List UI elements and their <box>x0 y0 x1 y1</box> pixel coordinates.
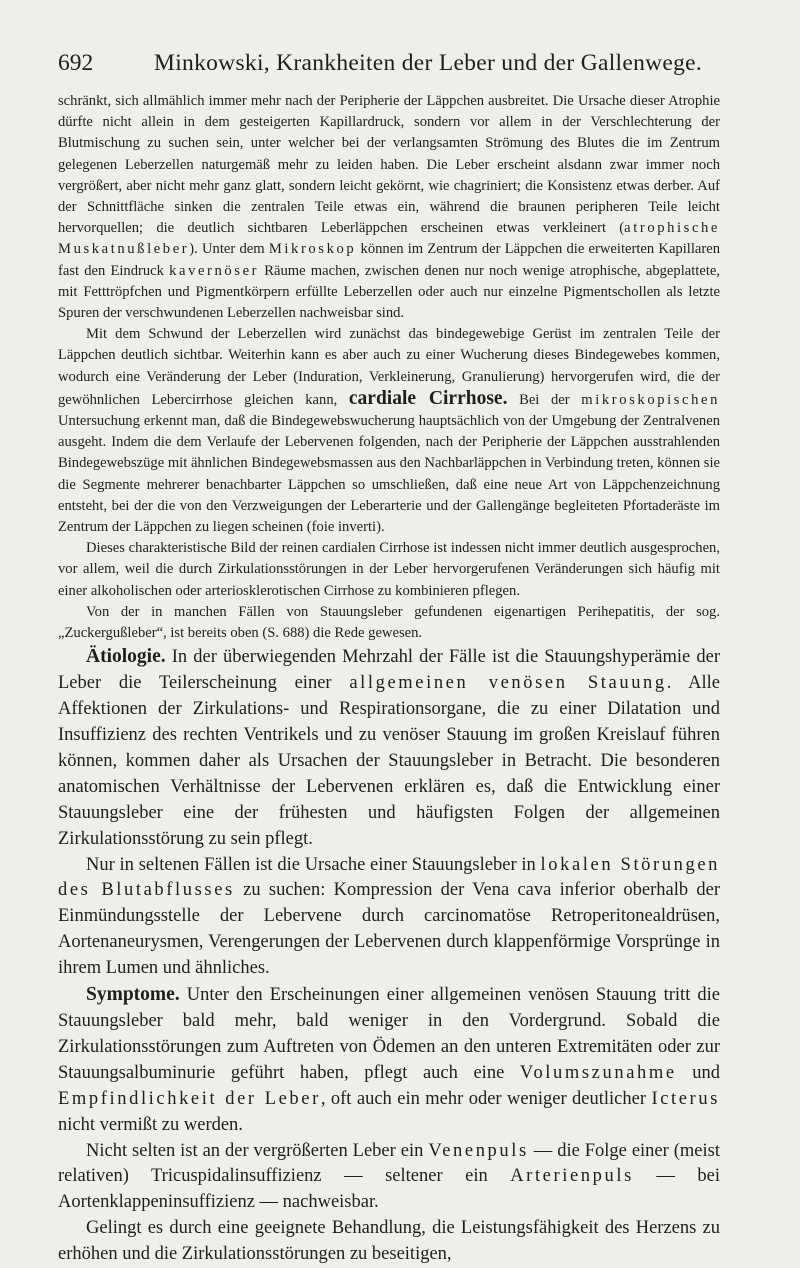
paragraph <box>58 1216 720 1268</box>
text-run: Untersuchung erkennt man, daß die Bindegewebswucherung hauptsächlich von der Umgebung der Zentralvenen ausgeht. Indem die dem Verlaufe der Lebervenen folgenden, nach der Peripherie der Läppchen ausstrahlenden Bindegewebszüge mit ähnlichen Bindegewebsmassen aus den Nachbarläppchen in Verbindung treten, können sie die Segmente mehrerer benachbarter Läppchen so umschließen, daß eine neue Art von Läppchenzeichnung entsteht, bei der die von den Verzweigungen der Leberarterie und der Gallengänge begleiteten Pfortaderäste im Zentrum der Läppchen zu liegen scheinen (foie inverti). <box>58 413 720 536</box>
text-run: Nur in seltenen Fällen ist die Ursache einer Stauungsleber in <box>86 854 541 875</box>
body-text <box>58 91 720 1268</box>
text-run: Gelingt es durch eine geeignete Behandlung, die Leistungsfähigkeit des Herzens zu erhöhen und die Zirkulationsstörungen zu beseitigen, <box>58 1218 720 1265</box>
page-number: 692 <box>58 50 94 76</box>
text-run: ). Unter dem <box>189 241 269 258</box>
paragraph-block <box>58 324 720 538</box>
paragraph-block <box>58 853 720 983</box>
emphasized-text: cardiale Cirrhose. <box>348 387 508 409</box>
text-run: . Alle Affektionen der Zirkulations- und Respirationsorgane, die zu einer Dilatation und Insuffizienz des rechten Ventrikels und zu venöser Stauung im großen Kreislauf führen können, kommen daher als Ursachen der Stauungsleber in Betracht. Die besonderen anatomischen Verhältnisse der Lebervenen erklären es, daß die Entwicklung einer Stauungsleber eine der frühesten und häufigsten Folgen der allgemeinen Zirkulationsstörung zu sein pflegt. <box>58 673 720 849</box>
text-run: Unter den Erscheinungen einer allgemeinen venösen Stauung tritt die Stauungsleber bald mehr, bald weniger in den Vordergrund. Sobald die Zirkulationsstörungen zum Auftreten von Ödemen an den unteren Extremitäten oder zur Stauungsalbuminurie geführt haben, pflegt auch eine <box>58 985 720 1083</box>
paragraph <box>58 853 720 983</box>
paragraph <box>58 602 720 644</box>
paragraph-block <box>58 644 720 852</box>
text-run: Dieses charakteristische Bild der reinen cardialen Cirrhose ist indessen nicht immer deutlich ausgesprochen, vor allem, weil die durch Zirkulationsstörungen in der Leber hervorgerufenen Veränderungen sich häufig mit einer alkoholischen oder arteriosklerotischen Cirrhose zu kombinieren pflegen. <box>58 540 720 599</box>
paragraph <box>58 91 720 324</box>
text-run: Von der in manchen Fällen von Stauungsleber gefundenen eigenartigen Perihepatitis, der sog. „Zuckergußleber“, ist bereits oben (S. 688) die Rede gewesen. <box>58 603 720 642</box>
emphasized-text: Mikroskop <box>268 241 357 258</box>
text-run: schränkt, sich allmählich immer mehr nach der Peripherie der Läppchen ausbreitet. Die Ursache dieser Atrophie dürfte nicht allein in dem gesteigerten Kapillardruck, sondern vor allem in der Verschlechterung der Blutmischung zu suchen sein, unter welcher bei der verlangsamten Strömung des Blutes die im Zentrum gelegenen Leberzellen naturgemäß mehr zu leiden haben. Die Leber erscheint alsdann zwar immer noch vergrößert, aber nicht mehr ganz glatt, sondern leicht gekörnt, wie chagriniert; die Konsistenz etwas derber. Auf der Schnittfläche sinken die zentralen Teile etwas ein, während die braunen peripheren Teile leicht hervorquellen; die deutlich sichtbaren Leberläppchen erscheinen etwas verkleinert ( <box>58 93 720 237</box>
emphasized-text: lokalen Störungen des Blutabflusses <box>58 854 720 901</box>
emphasized-text: Venenpuls <box>428 1140 529 1161</box>
text-run: In der überwiegenden Mehrzahl der Fälle ist die Stauungshyperämie der Leber die Teilerscheinung einer <box>58 647 720 694</box>
text-run: nicht vermißt zu werden. <box>58 1114 243 1135</box>
paragraph-block <box>58 602 720 644</box>
paragraph <box>58 538 720 602</box>
paragraph-block <box>58 982 720 1138</box>
paragraph-block <box>58 1216 720 1268</box>
paragraph <box>58 982 720 1138</box>
text-run: Mit dem Schwund der Leberzellen wird zunächst das bindegewebige Gerüst im zentralen Teile der Läppchen deutlich sichtbar. Weiterhin kann es aber auch zu einer Wucherung dieses Bindegewebes kommen, wodurch eine Veränderung der Leber (Induration, Verkleinerung, Granulierung) hervorgerufen wird, die der gewöhnlichen Lebercirrhose gleichen kann, <box>58 326 720 408</box>
text-run: Nicht selten ist an der vergrößerten Leber ein <box>86 1140 429 1161</box>
text-run: , oft auch ein mehr oder weniger deutlicher <box>320 1088 652 1109</box>
running-title: Minkowski, Krankheiten der Leber und der Gallenwege. <box>154 50 703 76</box>
paragraph <box>58 1139 720 1217</box>
text-run: — die Folge einer (meist relativen) Tricuspidalinsuffizienz — seltener ein <box>58 1140 720 1187</box>
emphasized-text: allgemeinen venösen Stauung <box>349 673 667 694</box>
page-header <box>58 46 720 80</box>
text-run: — bei Aortenklappeninsuffizienz — nachweisbar. <box>58 1166 720 1213</box>
emphasized-text: mikroskopischen <box>581 391 720 408</box>
text-run: können im Zentrum der Läppchen die erweiterten Kapillaren fast den Eindruck <box>58 241 721 279</box>
emphasized-text: kavernöser <box>169 262 260 279</box>
emphasized-text: Icterus <box>651 1088 720 1109</box>
paragraph-block <box>58 91 720 324</box>
paragraph-block <box>58 538 720 602</box>
emphasized-text: atrophische Muskatnußleber <box>58 220 720 258</box>
text-run: und <box>676 1062 720 1083</box>
paragraph-block <box>58 1139 720 1217</box>
text-run: Räume machen, zwischen denen nur noch wenige atrophische, abgeplattete, mit Fetttröpfchen und Pigmentkörpern erfüllte Leberzellen oder auch nur einzelne Pigmentschollen als letzte Spuren der verschwundenen Leberzellen nachweisbar sind. <box>58 262 720 322</box>
emphasized-text: Volumszunahme <box>519 1062 677 1083</box>
section-heading: Ätiologie. <box>86 646 166 668</box>
emphasized-text: Empfindlichkeit der Leber <box>58 1088 321 1109</box>
text-run: zu suchen: Kompression der Vena cava inferior oberhalb der Einmündungsstelle der Lebervene durch carcinomatöse Retroperitonealdrüsen, Aortenaneurysmen, Verengerungen der Lebervenen durch klappenförmige Vorsprünge in ihrem Lumen und ähnliches. <box>58 880 720 979</box>
paragraph <box>58 324 720 538</box>
section-heading: Symptome. <box>86 984 180 1006</box>
paragraph <box>58 644 720 852</box>
text-run: Bei der <box>507 391 582 408</box>
emphasized-text: Arterienpuls <box>510 1166 634 1187</box>
